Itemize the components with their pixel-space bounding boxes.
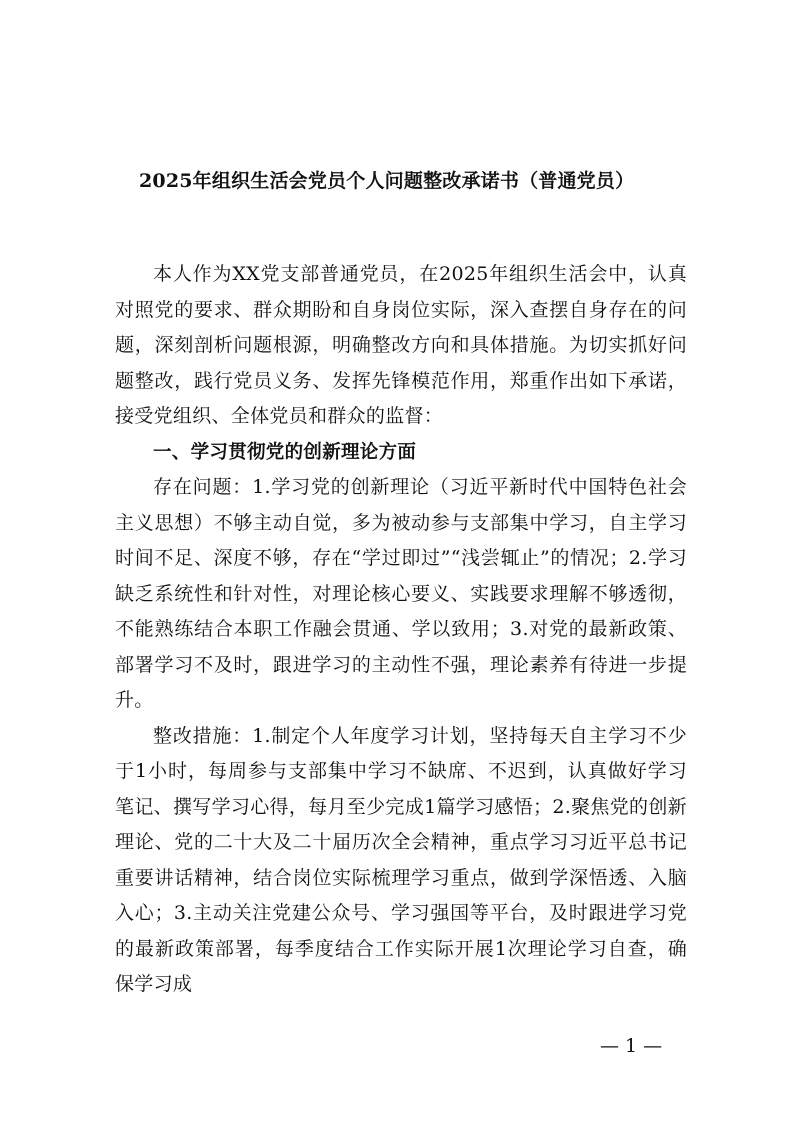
document-title: 2025年组织生活会党员个人问题整改承诺书（普通党员） — [139, 170, 635, 192]
section-1-measures-paragraph: 整改措施：1.制定个人年度学习计划，坚持每天自主学习不少于1小时，每周参与支部集中学习不缺席、不迟到，认真做好学习笔记、撰写学习心得，每月至少完成1篇学习感悟；2.聚焦党的创新理论、党的二十大及二十届历次全会精神，重点学习习近平总书记重要讲话精神，结合岗位实际梳理学习重点，做到学深悟透、入脑入心；3.主动关注党建公众号、学习强国等平台，及时跟进学习党的最新政策部署，每季度结合工作实际开展1次理论学习自查，确保学习成 — [115, 724, 687, 995]
section-heading-1: 一、学习贯彻党的创新理论方面 — [153, 441, 417, 463]
page-number: — 1 — — [600, 1035, 663, 1057]
intro-paragraph: 本人作为XX党支部普通党员，在2025年组织生活会中，认真对照党的要求、群众期盼和自身岗位实际，深入查摆自身存在的问题，深刻剖析问题根源，明确整改方向和具体措施。为切实抓好问题整改，践行党员义务、发挥先锋模范作用，郑重作出如下承诺，接受党组织、全体党员和群众的监督： — [115, 263, 687, 427]
section-1-problems-paragraph: 存在问题：1.学习党的创新理论（习近平新时代中国特色社会主义思想）不够主动自觉，多为被动参与支部集中学习，自主学习时间不足、深度不够，存在“学过即过”“浅尝辄止”的情况；2.学习缺乏系统性和针对性，对理论核心要义、实践要求理解不够透彻，不能熟练结合本职工作融会贯通、学以致用；3.对党的最新政策、部署学习不及时，跟进学习的主动性不强，理论素养有待进一步提升。 — [115, 476, 687, 711]
document-body — [115, 257, 687, 1003]
